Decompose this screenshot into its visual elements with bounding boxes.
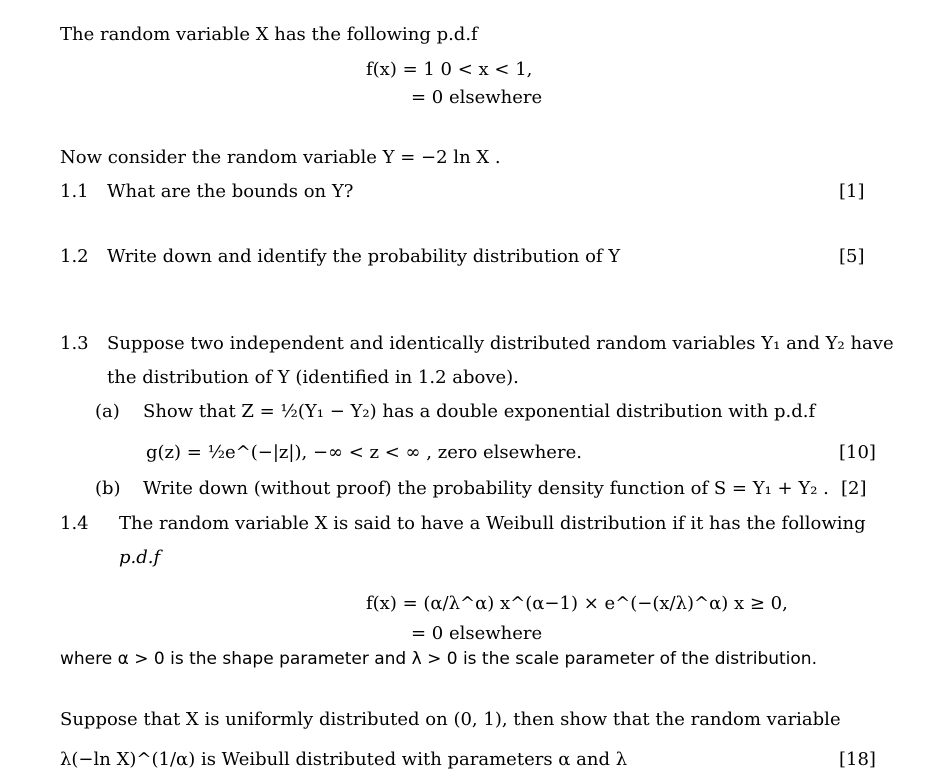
part-b-text: Write down (without proof) the probability density function of S = Y₁ + Y₂ .: [143, 478, 829, 499]
part-a-marks: [10]: [839, 442, 876, 463]
pdf-line-1: f(x) = 1 0 < x < 1,: [366, 59, 533, 80]
question-1-3-line-1: Suppose two independent and identically distributed random variables Y₁ and Y₂ have: [107, 333, 894, 354]
question-1-2-number: 1.2: [60, 246, 89, 267]
part-b-marks: [2]: [841, 478, 867, 499]
weibull-params-text: where α > 0 is the shape parameter and λ > 0 is the scale parameter of the distribution.: [60, 649, 817, 669]
weibull-formula-2: = 0 elsewhere: [411, 623, 543, 644]
question-1-4-marks: [18]: [839, 749, 876, 770]
question-1-2-marks: [5]: [839, 246, 865, 267]
question-1-3-line-2: the distribution of Y (identified in 1.2 above).: [107, 367, 519, 388]
question-1-2-text: Write down and identify the probability distribution of Y: [107, 246, 621, 267]
question-1-4-line-1: The random variable X is said to have a Weibull distribution if it has the following: [119, 513, 866, 534]
part-a-text: Show that Z = ½(Y₁ − Y₂) has a double exponential distribution with p.d.f: [143, 401, 816, 422]
question-1-4-line-2: p.d.f: [119, 547, 161, 568]
question-1-1-number: 1.1: [60, 181, 89, 202]
question-1-3-number: 1.3: [60, 333, 89, 354]
question-1-1-text: What are the bounds on Y?: [107, 181, 354, 202]
transform-text: Now consider the random variable Y = −2 ln X .: [60, 147, 501, 168]
final-line-2: λ(−ln X)^(1/α) is Weibull distributed with parameters α and λ: [60, 749, 628, 770]
intro-sentence: The random variable X has the following p.d.f: [60, 24, 478, 45]
final-line-1: Suppose that X is uniformly distributed on (0, 1), then show that the random variable: [60, 709, 841, 730]
weibull-formula-1: f(x) = (α/λ^α) x^(α−1) × e^(−(x/λ)^α) x ≥ 0,: [366, 593, 788, 614]
part-a-formula: g(z) = ½e^(−|z|), −∞ < z < ∞ , zero elsewhere.: [146, 442, 582, 463]
question-1-1-marks: [1]: [839, 181, 865, 202]
question-1-4-number: 1.4: [60, 513, 89, 534]
part-a-label: (a): [95, 401, 120, 422]
part-b-label: (b): [95, 478, 121, 499]
intro-text: [60, 24, 478, 46]
pdf-line-2: = 0 elsewhere: [411, 87, 543, 108]
